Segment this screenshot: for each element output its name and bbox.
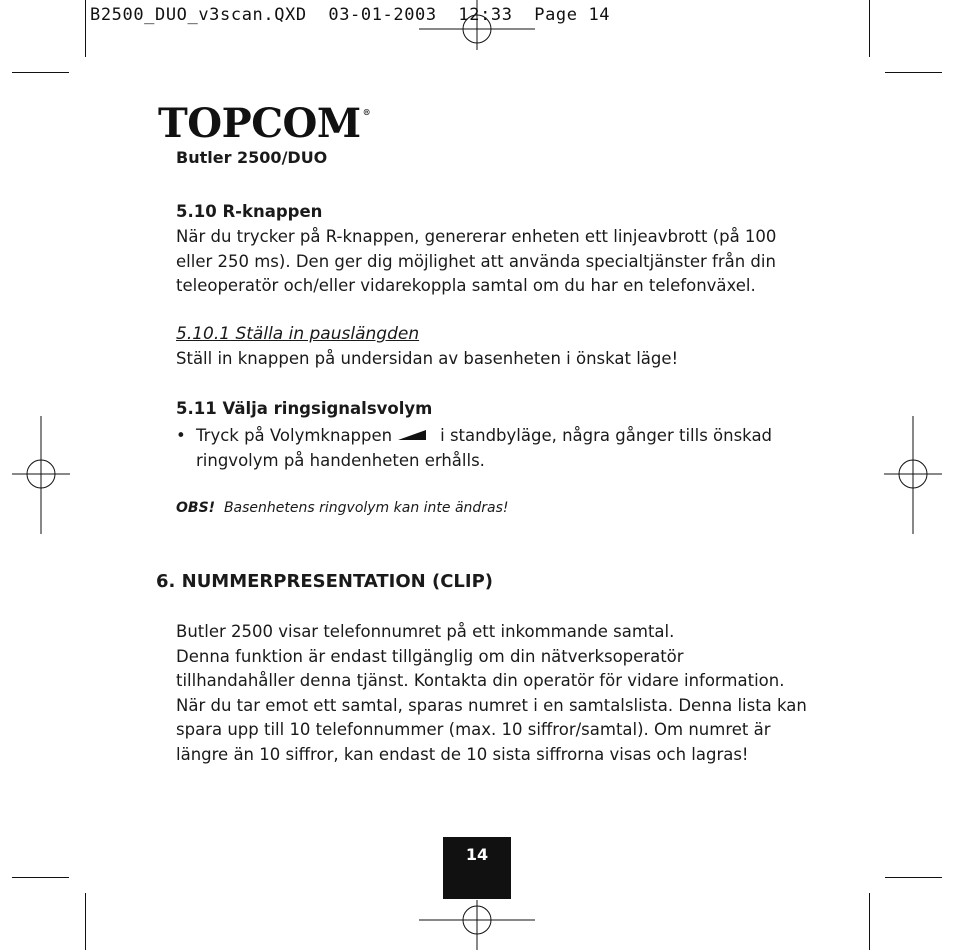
note xyxy=(176,500,509,516)
slug-page: Page 14 xyxy=(534,5,611,25)
crop-mark-top-left-horizontal xyxy=(12,72,69,73)
section-5-10-heading: 5.10 R-knappen xyxy=(176,202,323,221)
paragraph-line: Butler 2500 visar telefonnumret på ett inkommande samtal. xyxy=(176,622,675,641)
registered-mark: ® xyxy=(362,107,371,117)
paragraph-line: teleoperatör och/eller vidarekoppla samtal om du har en telefonväxel. xyxy=(176,276,756,295)
paragraph-line: Denna funktion är endast tillgänglig om din nätverksoperatör xyxy=(176,646,684,666)
crop-mark-top-left-vertical xyxy=(85,0,86,57)
section-5-10-1-heading: 5.10.1 Ställa in pauslängden xyxy=(176,324,420,344)
model-name: Butler 2500/DUO xyxy=(176,148,328,167)
paragraph-line: När du tar emot ett samtal, sparas numret i en samtalslista. Denna lista kan xyxy=(176,695,807,715)
crop-mark-bottom-left-vertical xyxy=(85,893,86,950)
page-number-box xyxy=(443,837,511,899)
crop-mark-top-right-horizontal xyxy=(885,72,942,73)
bullet-text-start: Tryck på Volymknappen xyxy=(196,426,393,445)
brand-name: TOPCOM xyxy=(158,100,361,147)
registration-mark-right xyxy=(884,416,942,534)
note-label: OBS! xyxy=(176,500,216,516)
section-5-11-heading: 5.11 Välja ringsignalsvolym xyxy=(176,399,433,418)
registration-mark-left xyxy=(12,416,70,534)
paragraph-line: När du trycker på R-knappen, genererar enheten ett linjeavbrott (på 100 xyxy=(176,227,777,246)
section-5-10-1-body: Ställ in knappen på undersidan av basenheten i önskat läge! xyxy=(176,349,679,368)
crop-mark-top-right-vertical xyxy=(869,0,870,57)
paragraph-line: spara upp till 10 telefonnummer (max. 10 siffror/samtal). Om numret är xyxy=(176,720,771,739)
paragraph-line: eller 250 ms). Den ger dig möjlighet att använda specialtjänster från din xyxy=(176,251,776,271)
slug-time: 12:33 xyxy=(458,5,513,25)
crop-mark-bottom-right-vertical xyxy=(869,893,870,950)
crop-mark-bottom-left-horizontal xyxy=(12,877,69,878)
note-text: Basenhetens ringvolym kan inte ändras! xyxy=(223,500,509,516)
bullet-item xyxy=(196,424,772,473)
section-6-body xyxy=(176,620,807,767)
bullet-dot: • xyxy=(176,426,186,445)
paragraph-line: tillhandahåller denna tjänst. Kontakta din operatör för vidare information. xyxy=(176,671,785,690)
slug-filename: B2500_DUO_v3scan.QXD xyxy=(90,5,307,25)
page-number: 14 xyxy=(465,845,489,864)
bullet-line-1 xyxy=(196,424,772,449)
section-6-heading: 6. NUMMERPRESENTATION (CLIP) xyxy=(156,571,494,592)
registration-mark-top xyxy=(419,0,535,50)
registration-mark-bottom xyxy=(419,900,535,950)
crop-mark-bottom-right-horizontal xyxy=(885,877,942,878)
section-5-10-body xyxy=(176,225,776,299)
bullet-text-end: i standbyläge, några gånger tills önskad xyxy=(440,426,773,445)
brand-logo xyxy=(158,100,371,147)
paragraph-line: längre än 10 siffror, kan endast de 10 sista siffrorna visas och lagras! xyxy=(176,744,749,764)
volume-ramp-icon xyxy=(398,430,426,440)
bullet-line-2: ringvolym på handenheten erhålls. xyxy=(196,450,485,470)
slug-date: 03-01-2003 xyxy=(328,5,437,25)
